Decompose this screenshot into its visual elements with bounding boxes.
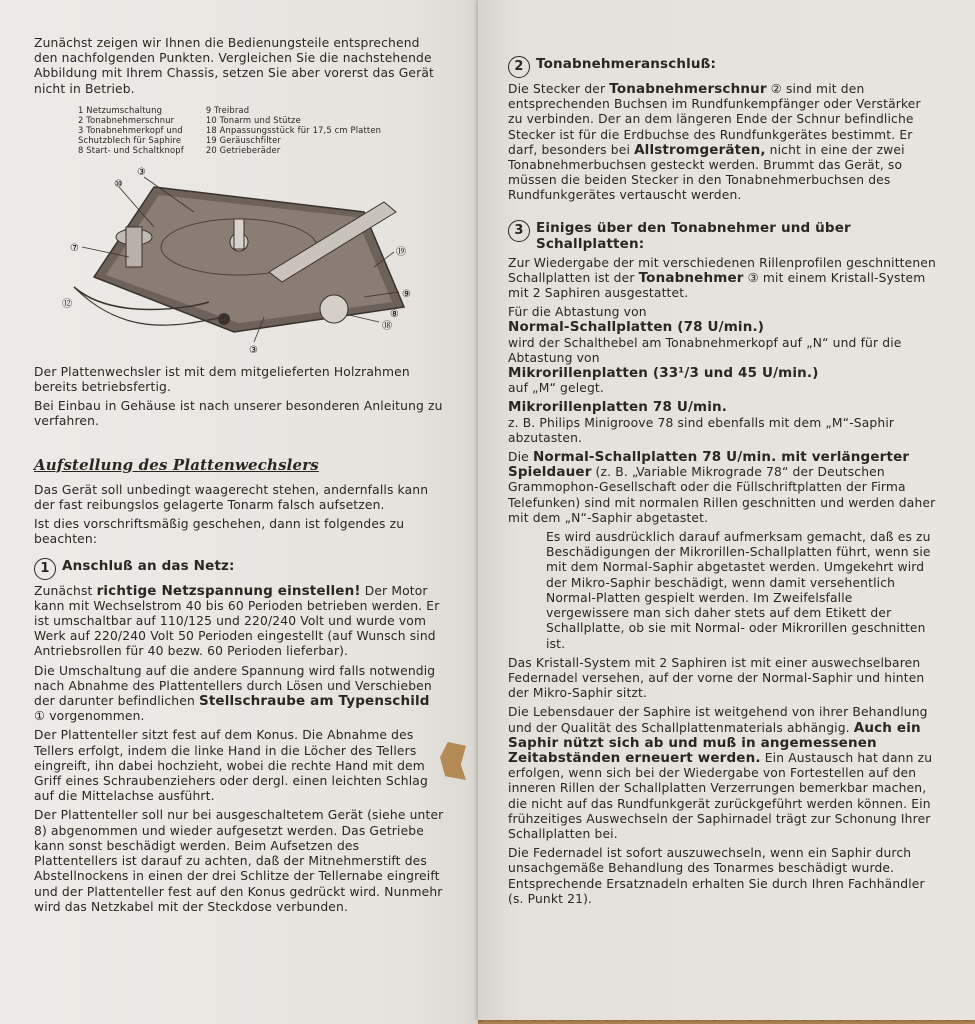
text-run: Zur Wiedergabe der mit verschiedenen Rillenprofilen geschnittenen Schallplatten ist der — [508, 255, 936, 285]
legend-item: 10 Tonarm und Stütze — [205, 114, 301, 125]
section-1-heading — [34, 558, 444, 580]
intro-text: Zunächst zeigen wir Ihnen die Bedienungsteile entsprechend den nachfolgenden Punkten. Vergleichen Sie die nachstehende Abbildung mit Ihrem Chassis, setzen Sie aber vorerst das Gerät nicht in Betrieb. — [34, 36, 435, 96]
turntable-drawing — [34, 157, 444, 357]
paragraph — [34, 584, 444, 660]
text-run: Die Lebensdauer der Saphire ist weitgehend von ihrer Behandlung und der Qualität des Schallplattenmaterials abhängig. — [508, 705, 928, 735]
paragraph: Der Plattenteller sitzt fest auf dem Konus. Die Abnahme des Tellers erfolgt, indem die linke Hand in die Löcher des Tellers eingreift, ihn dabei hochzieht, wobei die rechte Hand mit dem Griff eines Schraubenziehers oder dergl. einen leichten Schlag auf die Mittelachse ausführt. — [34, 728, 428, 804]
paragraph: Für die Abtastung von — [508, 305, 647, 320]
paragraph: wird der Schalthebel am Tonabnehmerkopf auf „N“ und für die Abtastung von — [508, 335, 902, 365]
figure-callout: ③ — [249, 344, 259, 356]
legend-item: 2 Tonabnehmerschnur — [78, 114, 175, 125]
legend-item: 9 Treibrad — [205, 104, 250, 115]
text-run: Der Motor kann mit Wechselstrom 40 bis 60 Perioden betrieben werden. Er ist umschaltbar auf 110/125 und 220/240 Volt und wurde vom Werk auf 220/240 Volt 50 Perioden eingestellt (auf Wunsch sind Antriebsrollen für 40 bezw. 60 Perioden lieferbar). — [34, 583, 440, 659]
emphasis: Normal-Schallplatten 78 U/min. mit verlängerter Spieldauer — [508, 449, 910, 481]
figure-callout: ⑱ — [382, 320, 393, 332]
legend-col-a — [78, 105, 184, 155]
figure-legend — [78, 105, 444, 155]
left-column — [34, 36, 444, 919]
subheading: Mikrorillenplatten 78 U/min. — [508, 399, 728, 416]
paragraph — [508, 82, 938, 204]
figure-callout: ⑩ — [114, 178, 124, 190]
section-title: Anschluß an das Netz: — [62, 557, 235, 574]
figure-callout: ⑫ — [62, 298, 73, 310]
section-number-badge: 1 — [34, 558, 56, 580]
legend-item: 3 Tonabnehmerkopf und — [78, 124, 183, 135]
section-3-heading — [508, 220, 938, 252]
paragraph: Die Federnadel ist sofort auszuwechseln, wenn ein Saphir durch unsachgemäße Behandlung des Tonarmes beschädigt wurde. Entsprechende Ersatznadeln erhalten Sie durch Ihren Fachhändler (s. Punkt 21). — [508, 846, 925, 906]
text-run: (z. B. „Variable Mikrograde 78“ der Deutschen Grammophon-Gesellschaft oder die Füllschriftplatten der Firma Telefunken) sind mit normalen Rillen geschnitten und werden daher mit dem „N“-Saphir abgetastet. — [508, 465, 936, 525]
right-page — [478, 0, 975, 1020]
text-run: Die — [508, 450, 533, 465]
paragraph — [508, 705, 938, 842]
text-run: nicht in eine der zwei Tonabnehmerbuchsen gesteckt werden. Brummt das Gerät, so müssen die beiden Stecker in den Tonabnehmerbuchsen des Rundfunkgerätes vertauscht werden. — [508, 142, 905, 203]
paragraph: Ist dies vorschriftsmäßig geschehen, dann ist folgendes zu beachten: — [34, 517, 405, 547]
paragraph: Das Kristall-System mit 2 Saphiren ist mit einer auswechselbaren Federnadel versehen, auf der vorne der Normal-Saphir und hinten der Mikro-Saphir sitzt. — [508, 655, 925, 701]
emphasis: Auch ein Saphir nützt sich ab und muß in angemessenen Zeitabständen erneuert werden. — [508, 719, 921, 766]
figure-callout: ⑨ — [402, 288, 412, 300]
section-title: Einiges über den Tonabnehmer und über Schallplatten: — [536, 219, 851, 252]
paragraph: Der Plattenteller soll nur bei ausgeschaltetem Gerät (siehe unter 8) abgenommen und wieder aufgesetzt werden. Das Getriebe kann sonst beschädigt werden. Beim Aufsetzen des Plattentellers ist darauf zu achten, daß der Mitnehmerstift des Abstellnockens in einen der drei Schlitze der Tellernabe eingreift und der Plattenteller fest auf den Konus gedrückt wird. Nunmehr wird das Netzkabel mit der Steckdose verbunden. — [34, 808, 444, 914]
paragraph: Bei Einbau in Gehäuse ist nach unserer besonderen Anleitung zu verfahren. — [34, 399, 443, 429]
text-run: ② sind mit den entsprechenden Buchsen im Rundfunkempfänger oder Verstärker zu verbinden. Der an dem längeren Ende der Schnur befindliche Stecker ist für die Erdbuchse des Rundfunkgerätes bestimmt. Er darf, besonders bei — [508, 82, 921, 157]
figure-callout: ⑲ — [396, 246, 407, 258]
subheading: Normal-Schallplatten (78 U/min.) — [508, 319, 765, 336]
section-number-badge: 2 — [508, 56, 530, 78]
record-changer-illustration — [34, 157, 444, 357]
section-heading-script: Aufstellung des Plattenwechslers — [34, 455, 319, 474]
emphasis: richtige Netzspannung einstellen! — [96, 582, 361, 599]
emphasis: Allstromgeräten, — [634, 141, 766, 158]
paragraph: z. B. Philips Minigroove 78 sind ebenfalls mit dem „M“-Saphir abzutasten. — [508, 415, 895, 445]
paragraph: auf „M“ gelegt. — [508, 381, 604, 396]
legend-item: 19 Geräuschfilter — [205, 134, 282, 145]
legend-item: 1 Netzumschaltung — [78, 104, 163, 115]
section-number-badge: 3 — [508, 220, 530, 242]
text-run: Zunächst — [34, 583, 97, 598]
indented-note: Es wird ausdrücklich darauf aufmerksam gemacht, daß es zu Beschädigungen der Mikrorillen-Schallplatten führt, wenn sie mit dem Normal-Saphir abgetastet werden. Umgekehrt wird der Mikro-Saphir beschädigt, wenn damit versehentlich Normal-Platten gespielt werden. Im Zweifelsfalle vergewissere man sich daher stets auf dem Etikett der Schallplatte, ob sie mit Normal- oder Mikrorillen geschnitten ist. — [546, 530, 931, 651]
paragraph — [34, 664, 444, 725]
paragraph: Der Plattenwechsler ist mit dem mitgelieferten Holzrahmen bereits betriebsfertig. — [34, 364, 410, 395]
figure-callout: ③ — [137, 166, 147, 178]
paragraph — [508, 450, 938, 526]
emphasis: Tonabnehmerschnur — [609, 81, 767, 97]
legend-col-b — [206, 105, 381, 155]
paragraph: Das Gerät soll unbedingt waagerecht stehen, andernfalls kann der fast reibungslos gelagerte Tonarm falsch aufsetzen. — [34, 482, 429, 513]
right-column — [508, 50, 938, 911]
text-run: Die Stecker der — [508, 82, 610, 96]
subheading: Mikrorillenplatten (33¹/3 und 45 U/min.) — [508, 365, 819, 382]
legend-item: 8 Start- und Schaltknopf — [78, 144, 184, 155]
text-run: Ein Austausch hat dann zu erfolgen, wenn sich bei der Wiedergabe von Fortestellen auf den inneren Rillen der Schallplatten Verzerrungen bemerkbar machen, die nicht auf das Rundfunkgerät zurückgeführt werden können. Ein frühzeitiges Auswechseln der Saphirnadel trägt zur Schonung Ihrer Schallplatten bei. — [508, 750, 933, 841]
figure-callout: ⑦ — [70, 242, 80, 254]
text-run: Die Umschaltung auf die andere Spannung wird falls notwendig nach Abnahme des Plattentellers durch Lösen und Verschieben der darunter befindlichen — [34, 663, 436, 709]
section-2-heading — [508, 56, 938, 78]
text-run: ① vorgenommen. — [34, 709, 145, 724]
legend-item: Schutzblech für Saphire — [78, 134, 182, 145]
section-title: Tonabnehmeranschluß: — [536, 56, 717, 72]
emphasis: Tonabnehmer — [638, 269, 744, 286]
figure-callout: ⑧ — [390, 308, 400, 320]
paragraph — [508, 256, 938, 302]
left-page — [0, 0, 478, 1024]
text-run: ③ mit einem Kristall-System mit 2 Saphiren ausgestattet. — [508, 270, 926, 301]
legend-item: 18 Anpassungsstück für 17,5 cm Platten — [205, 124, 382, 135]
legend-item: 20 Getrieberäder — [205, 144, 281, 155]
emphasis: Stellschraube am Typenschild — [198, 693, 430, 710]
